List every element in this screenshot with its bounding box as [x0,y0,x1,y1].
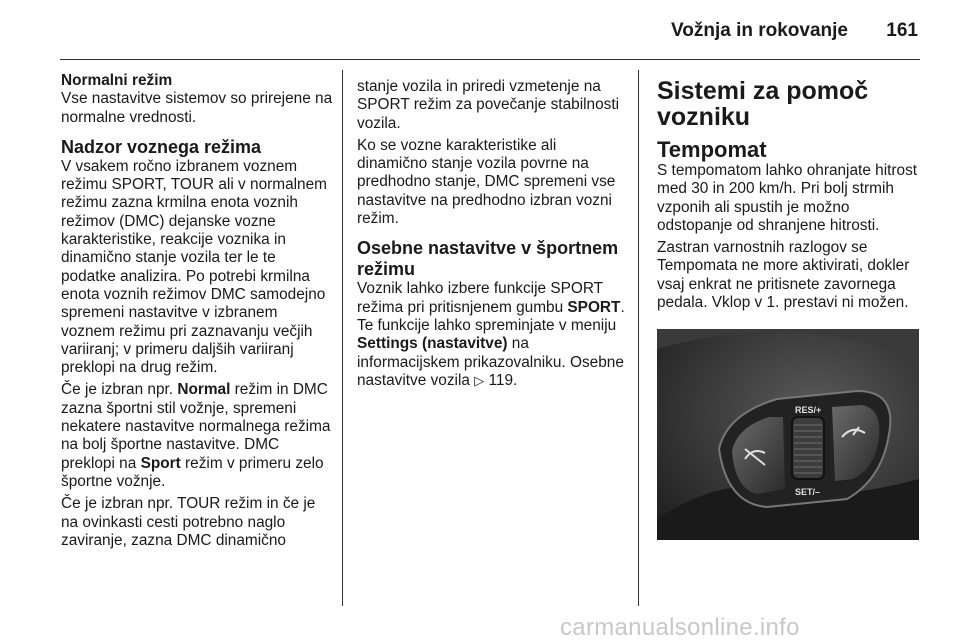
header-rule [60,59,920,60]
paragraph: S tempomatom lahko ohranjate hitrost med 30 in 200 km/h. Pri bolj strmih vzponih ali spustih je možno odstopanje od shranjene hitrosti. [657,162,918,234]
text: režim in DMC zazna športni stil vožnje, spremeni nekatere nastavitve normalnega režima na bolj športne nastavitve. DMC preklopi na [61,381,331,472]
heading-driver-assistance: Sistemi za pomoč vozniku [657,77,869,131]
column-2 [357,78,625,394]
text: Voznik lahko izbere funkcije SPORT režima pri pritisnjenem gumbu [357,280,603,316]
set-button-label: SET/– [795,487,821,497]
paragraph: Vse nastavitve sistemov so prirejene na normalne vrednosti. [61,90,333,126]
text: . Te funkcije lahko spreminjate v meniju [357,298,625,334]
bold-text: SPORT [567,298,621,316]
bold-text: Settings (nastavitve) [357,335,508,353]
page-number: 161 [886,20,918,41]
heading-mode-control: Nadzor voznega režima [61,136,262,157]
paragraph: stanje vozila in priredi vzmetenje na SPORT režim za povečanje stabilnosti vozila. [357,78,620,132]
column-divider-1 [342,70,343,606]
text: režim v primeru zelo športne vožnje. [61,454,324,490]
bold-text: Normal [177,381,231,399]
text: Če je izbran npr. [61,381,178,399]
paragraph: Ko se vozne karakteristike ali dinamično stanje vozila povrne na predhodno stanje, DMC spremeni vse nastavitve na predhodno izbran vozni režim. [357,136,616,228]
bold-text: Sport [140,454,181,472]
steering-wheel-controls-image [657,329,919,540]
paragraph [61,381,333,491]
page-reference: 119. [488,371,518,389]
heading-personal-settings: Osebne nastavitve v športnem režimu [357,238,619,280]
header-title: Vožnja in rokovanje [670,20,848,41]
steering-wheel-photo [657,329,919,540]
paragraph: Če je izbran npr. TOUR režim in če je na ovinkasti cesti potrebno naglo zaviranje, zazna DMC dinamično [61,495,316,549]
watermark: carmanualsonline.info [560,614,800,641]
paragraph [357,280,625,390]
text: na informacijskem prikazovalniku. Osebne nastavitve vozila [357,335,624,389]
heading-normal-mode: Normalni režim [61,72,173,89]
column-divider-2 [638,70,639,606]
paragraph: V vsakem ročno izbranem voznem režimu SPORT, TOUR ali v normalnem režimu zazna krmilna enota voznih režimov (DMC) dejanske vozne karakteristike, reakcije voznika in dinamično stanje vozila ter le te podatke analizira. Po potrebi krmilna enota voznih režimov DMC samodejno spremeni nastavitve v izbranem voznem režimu pri zaznavanju večjih variiranj; v primeru daljših variiranj preklopi na drug režim. [61,157,327,377]
column-3 [657,78,925,316]
paragraph: Zastran varnostnih razlogov se Tempomata ne more aktivirati, dokler vsaj enkrat ne pritisnete zavornega pedala. Vklop v 1. prestavi ni možen. [657,239,910,312]
res-button-label: RES/+ [795,405,822,415]
column-1 [61,72,333,554]
reference-arrow-icon: ▷ [474,372,485,388]
heading-cruise-control: Tempomat [657,137,767,162]
